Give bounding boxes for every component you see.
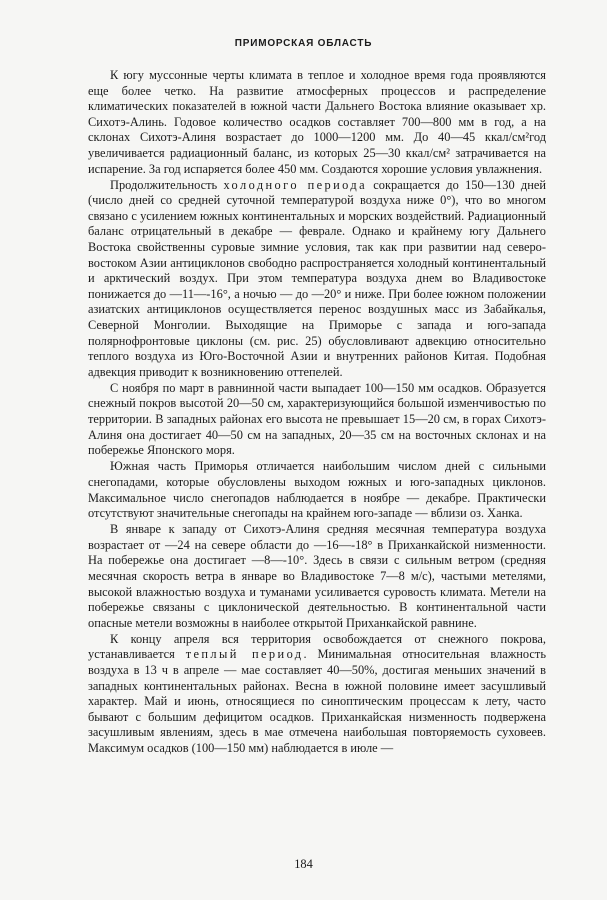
paragraph-5: В январе к западу от Сихотэ-Алиня средняя месячная температура воздуха возрастает от —24 на севере области до —16—-18° в Приханкайской низменности. На побережье она достигает —8—-10°. Здесь в связи с сильным ветром (средняя месячная скорость ветра в январе во Владивостоке 7—8 м/с), частыми метелями, высокой влажностью воздуха и туманами усиливается суровость климата. Метели на побережье связаны с циклонической деятельностью. В континентальной части опасные метели возможны в наиболее открытой Приханкайской равнине. [88, 522, 546, 630]
term-warm-period: теплый период [185, 647, 304, 662]
paragraph-6-body: . Минимальная относительная влажность воздуха в 13 ч в апреле — мае составляет 40—50%, достигая меньших значений в западных континентальных районах. Весна в южной половине имеет засушливый характер. Май и июнь, относящиеся по синоптическим процессам к лету, часто бывают с большим дефицитом осадков. Приханкайская низменность подвержена засушливым явлениям, здесь в мае отмечена наибольшая повторяемость суховеев. Максимум осадков (100—150 мм) наблюдается в июле — [88, 647, 546, 756]
term-cold-period: холодного периода [223, 177, 367, 192]
body-text [88, 68, 546, 757]
paragraph-2 [88, 178, 546, 381]
paragraph-6-lead: К концу апреля вся территория освобождается от снежного покрова, устанавливается [88, 631, 546, 662]
running-header: ПРИМОРСКАЯ ОБЛАСТЬ [234, 38, 373, 49]
paragraph-1: К югу муссонные черты климата в теплое и холодное время года проявляются еще более четко. На развитие атмосферных процессов и распределение климатических показателей в южной части Дальнего Востока влияние оказывает хр. Сихотэ-Алинь. Годовое количество осадков составляет 700—800 мм в год, а на склонах Сихотэ-Алиня возрастает до 1000—1200 мм. До 40—45 ккал/см²год увеличивается радиационный баланс, из которых 25—30 ккал/см² затрачивается на испарение. За год испаряется более 450 мм. Создаются хорошие условия увлажнения. [88, 68, 546, 176]
page-number: 184 [294, 857, 313, 871]
paragraph-4: Южная часть Приморья отличается наибольшим числом дней с сильными снегопадами, которые обусловлены выходом южных и юго-западных циклонов. Максимальное число снегопадов наблюдается в ноябре — декабре. Практически отсутствуют значительные снегопады на крайнем юго-западе — вблизи оз. Ханка. [88, 459, 546, 521]
paragraph-3: С ноября по март в равнинной части выпадает 100—150 мм осадков. Образуется снежный покров высотой 20—50 см, характеризующийся большой изменчивостью по территории. В западных районах его высота не превышает 15—20 см, в горах Сихотэ-Алиня она достигает 40—50 см на западных, 20—35 см на восточных склонах и на побережье Японского моря. [88, 380, 546, 458]
paragraph-2-body: сокращается до 150—130 дней (число дней со средней суточной температурой воздуха ниже 0°), что во многом связано с усилением южных континентальных и морских воздействий. Радиационный баланс отрицательный в декабре — феврале. Однако и крайнему югу Дальнего Востока свойственны суровые зимние условия, так как при развитии над северо-востоком Азии антициклонов свободно распространяется холодный континентальный и арктический воздух. При этом температура воздуха днем во Владивостоке понижается до —11—-16°, а ночью — до —20° и ниже. При более южном положении азиатских антициклонов осуществляется перенос воздушных масс из Забайкалья, Северной Монголии. Выходящие на Приморье с запада и юго-запада полярнофронтовые циклоны (см. рис. 25) обусловливают адвекцию относительно теплого воздуха из Юго-Восточной Азии и внутренних районов Китая. Подобная адвекция приводит к возникновению оттепелей. [88, 177, 546, 379]
paragraph-6 [88, 632, 546, 757]
paragraph-2-lead: Продолжительность [110, 177, 224, 192]
